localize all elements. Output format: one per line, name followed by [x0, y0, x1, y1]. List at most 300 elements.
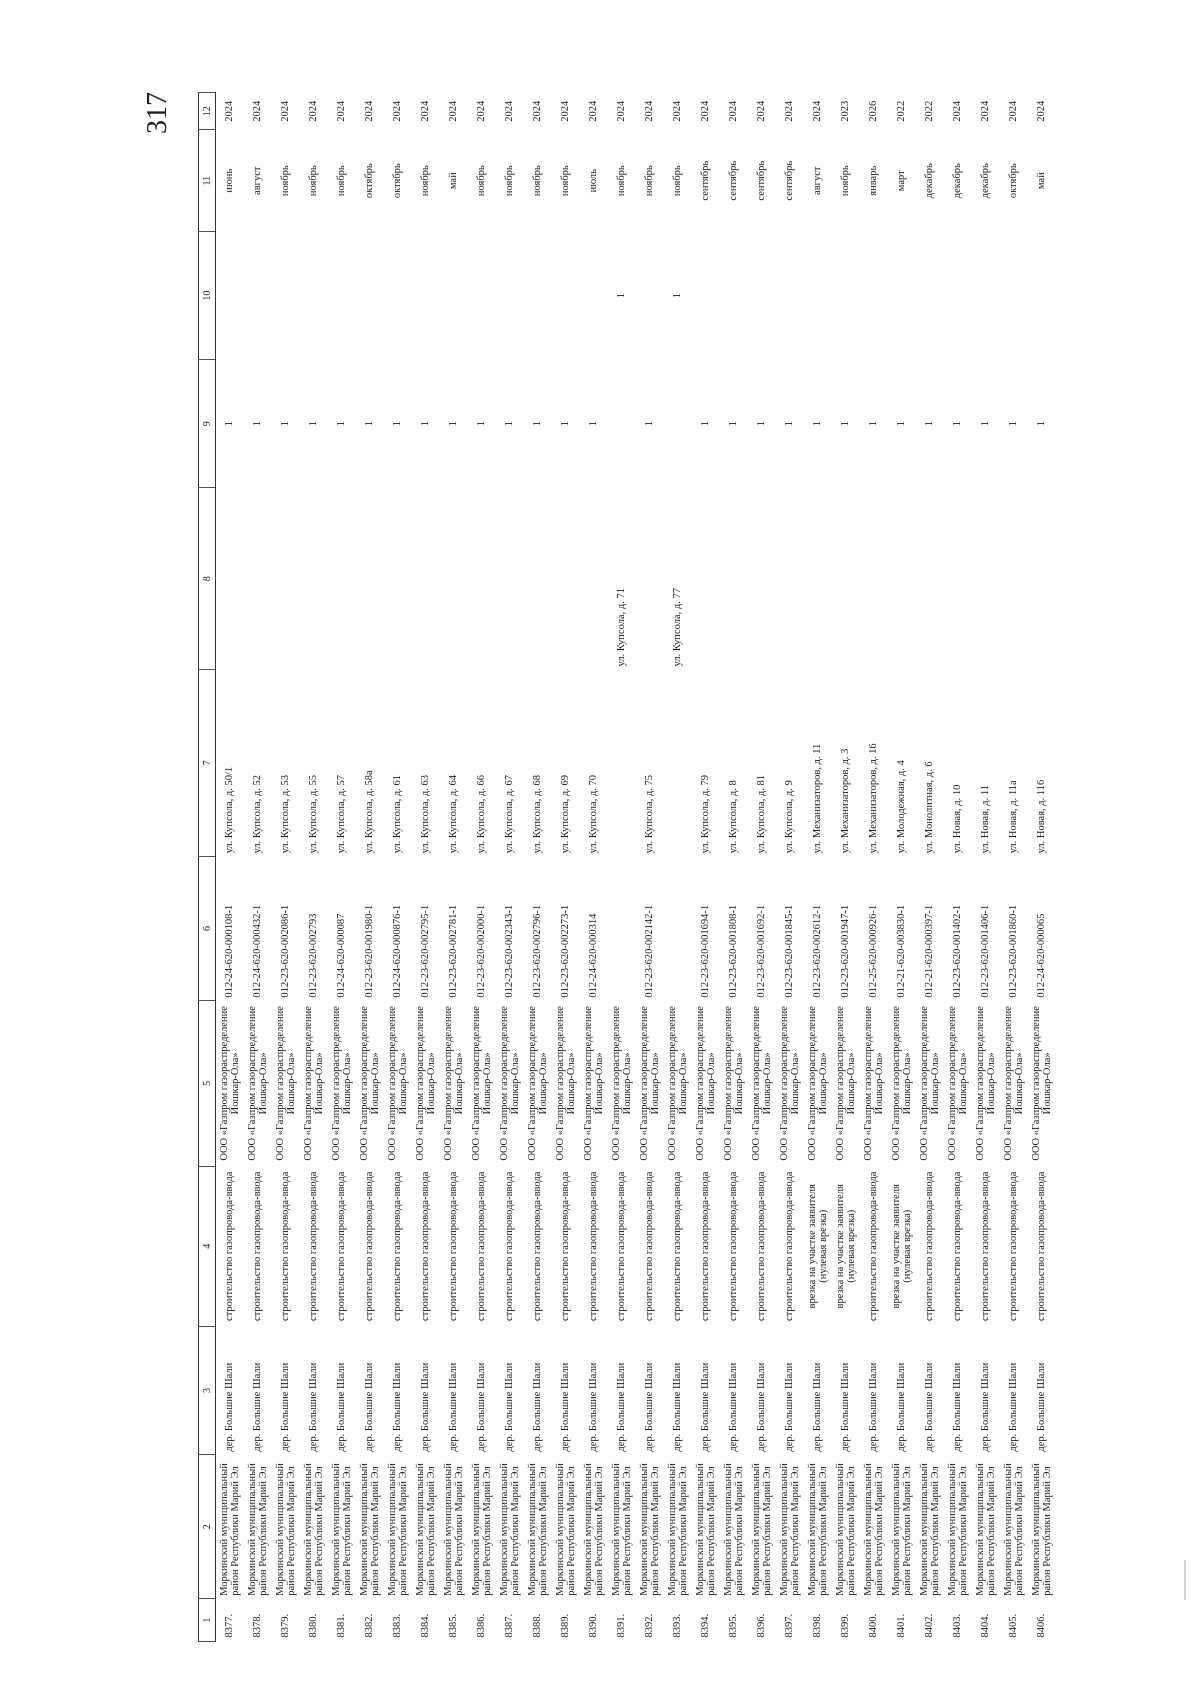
address-cell: ул. Новая, д. 10 [952, 784, 964, 854]
address-alt-cell [412, 488, 440, 670]
month-cell: ноябрь [476, 165, 488, 197]
locality-cell: дер. Большие Шали [532, 1362, 544, 1452]
table-row [888, 93, 916, 1642]
count-col9-cell: 1 [952, 421, 964, 427]
month-cell: сентябрь [784, 160, 796, 201]
organization-cell: ООО «Газпром газораспределение Йошкар-Ола» [386, 1006, 409, 1161]
registry-code-cell: 012-23-620-002000-1 [476, 904, 488, 998]
address-alt-cell [776, 488, 804, 670]
count-col10-cell [692, 231, 720, 359]
count-col10-cell [300, 231, 328, 359]
row-number: 8401. [896, 1613, 908, 1638]
district-cell: Моркинский муниципальный район Республики Марий Эл [722, 1463, 745, 1596]
table-row [552, 93, 580, 1642]
count-col9-cell: 1 [868, 421, 880, 427]
registry-code-cell: 012-23-620-001692-1 [756, 904, 768, 998]
address-cell: ул. Купсола, д. 69 [560, 774, 572, 854]
row-number: 8397. [784, 1613, 796, 1638]
year-cell: 2024 [280, 100, 292, 122]
row-number: 8391. [616, 1613, 628, 1638]
registry-code-cell: 012-23-620-001980-1 [364, 904, 376, 998]
address-alt-cell [1028, 488, 1056, 670]
year-cell: 2022 [896, 100, 908, 122]
work-type-cell: строительство газопровода-ввода [364, 1171, 376, 1321]
count-col10-cell [524, 231, 552, 359]
address-cell: ул. Купсола, д. 57 [336, 774, 348, 854]
row-number: 8400. [868, 1613, 880, 1638]
district-cell: Моркинский муниципальный район Республики Марий Эл [218, 1463, 241, 1596]
organization-cell: ООО «Газпром газораспределение Йошкар-Ола» [722, 1006, 745, 1161]
month-cell: ноябрь [840, 165, 852, 197]
locality-cell: дер. Большие Шали [616, 1362, 628, 1452]
address-alt-cell: ул. Купсола, д. 77 [672, 588, 684, 667]
locality-cell: дер. Большие Шали [952, 1362, 964, 1452]
registry-code-cell: 012-21-620-000397-1 [924, 904, 936, 998]
count-col9-cell: 1 [980, 421, 992, 427]
month-cell: ноябрь [672, 165, 684, 197]
row-number: 8389. [560, 1613, 572, 1638]
row-number: 8393. [672, 1613, 684, 1638]
address-cell: ул. Купсола, д. 68 [532, 774, 544, 854]
table-row [916, 93, 944, 1642]
organization-cell: ООО «Газпром газораспределение Йошкар-Ола» [414, 1006, 437, 1161]
count-col10-cell [496, 231, 524, 359]
district-cell: Моркинский муниципальный район Республики Марий Эл [918, 1463, 941, 1596]
row-number: 8406. [1036, 1613, 1048, 1638]
count-col9-cell [608, 360, 636, 488]
row-number: 8395. [728, 1613, 740, 1638]
locality-cell: дер. Большие Шали [392, 1362, 404, 1452]
month-cell: сентябрь [756, 160, 768, 201]
row-number: 8390. [588, 1613, 600, 1638]
registry-code-cell: 012-23-620-002795-1 [420, 904, 432, 998]
address-cell: ул. Купсола, д. 58а [364, 770, 376, 854]
count-col9-cell: 1 [308, 421, 320, 427]
registry-code-cell: 012-23-620-002781-1 [448, 904, 460, 998]
district-cell: Моркинский муниципальный район Республики Марий Эл [750, 1463, 773, 1596]
year-cell: 2023 [840, 100, 852, 122]
count-col10-cell [972, 231, 1000, 359]
row-number: 8396. [756, 1613, 768, 1638]
year-cell: 2024 [308, 100, 320, 122]
address-cell: ул. Купсола, д. 70 [588, 774, 600, 854]
work-type-cell: строительство газопровода-ввода [616, 1171, 628, 1321]
address-alt-cell [244, 488, 272, 670]
column-header: 10 [199, 231, 216, 359]
work-type-cell: строительство газопровода-ввода [280, 1171, 292, 1321]
locality-cell: дер. Большие Шали [448, 1362, 460, 1452]
organization-cell: ООО «Газпром газораспределение Йошкар-Ола» [1002, 1006, 1025, 1161]
count-col9-cell: 1 [476, 421, 488, 427]
row-number: 8382. [364, 1613, 376, 1638]
locality-cell: дер. Большие Шали [1036, 1362, 1048, 1452]
row-number: 8381. [336, 1613, 348, 1638]
column-header: 12 [199, 93, 216, 130]
organization-cell: ООО «Газпром газораспределение Йошкар-Ола» [358, 1006, 381, 1161]
registry-code-cell: 012-23-620-001845-1 [784, 904, 796, 998]
work-type-cell: строительство газопровода-ввода [728, 1171, 740, 1321]
address-alt-cell [860, 488, 888, 670]
month-cell: сентябрь [700, 160, 712, 201]
address-cell: ул. Купсола, д. 64 [448, 774, 460, 854]
work-type-cell: строительство газопровода-ввода [868, 1171, 880, 1321]
registry-code-cell: 012-23-620-002612-1 [812, 904, 824, 998]
count-col9-cell: 1 [560, 421, 572, 427]
month-cell: ноябрь [420, 165, 432, 197]
district-cell: Моркинский муниципальный район Республики Марий Эл [1030, 1463, 1053, 1596]
registry-table [198, 92, 1056, 1642]
locality-cell: дер. Большие Шали [980, 1362, 992, 1452]
address-cell: ул. Купсола, д. 8 [728, 780, 740, 854]
month-cell: декабрь [924, 163, 936, 199]
count-col10-cell [356, 231, 384, 359]
locality-cell: дер. Большие Шали [336, 1362, 348, 1452]
address-alt-cell [300, 488, 328, 670]
address-cell: ул. Новая, д. 116 [1036, 779, 1048, 854]
district-cell: Моркинский муниципальный район Республики Марий Эл [498, 1463, 521, 1596]
row-number: 8405. [1008, 1613, 1020, 1638]
registry-code-cell: 012-24-620-000314 [588, 913, 600, 998]
organization-cell: ООО «Газпром газораспределение Йошкар-Ола» [302, 1006, 325, 1161]
year-cell: 2024 [560, 100, 572, 122]
year-cell: 2024 [252, 100, 264, 122]
district-cell: Моркинский муниципальный район Республики Марий Эл [834, 1463, 857, 1596]
work-type-cell: строительство газопровода-ввода [672, 1171, 684, 1321]
address-cell [664, 669, 692, 856]
scan-artifact-line [1184, 1560, 1186, 1600]
address-cell: ул. Купсола, д. 66 [476, 774, 488, 854]
month-cell: август [252, 166, 264, 195]
district-cell: Моркинский муниципальный район Республики Марий Эл [330, 1463, 353, 1596]
locality-cell: дер. Большие Шали [868, 1362, 880, 1452]
year-cell: 2024 [700, 100, 712, 122]
registry-code-cell: 012-25-620-000926-1 [868, 904, 880, 998]
table-row [300, 93, 328, 1642]
address-cell: ул. Купсола, д. 50/1 [224, 766, 236, 854]
organization-cell: ООО «Газпром газораспределение Йошкар-Ола» [1030, 1006, 1053, 1161]
month-cell: ноябрь [616, 165, 628, 197]
address-cell: ул. Механизаторов, д. 3 [840, 748, 852, 854]
district-cell: Моркинский муниципальный район Республики Марий Эл [666, 1463, 689, 1596]
column-header: 2 [199, 1455, 216, 1599]
month-cell: октябрь [364, 163, 376, 199]
year-cell: 2026 [868, 100, 880, 122]
count-col10-cell [216, 231, 245, 359]
count-col9-cell: 1 [588, 421, 600, 427]
address-alt-cell [216, 488, 245, 670]
rotated-table-container [198, 92, 1053, 1642]
year-cell: 2024 [672, 100, 684, 122]
year-cell: 2024 [728, 100, 740, 122]
district-cell: Моркинский муниципальный район Республики Марий Эл [638, 1463, 661, 1596]
organization-cell: ООО «Газпром газораспределение Йошкар-Ола» [666, 1006, 689, 1161]
registry-code-cell: 012-23-620-002142-1 [644, 904, 656, 998]
month-cell: июнь [224, 168, 236, 193]
organization-cell: ООО «Газпром газораспределение Йошкар-Ола» [610, 1006, 633, 1161]
table-row [860, 93, 888, 1642]
work-type-cell: строительство газопровода-ввода [924, 1171, 936, 1321]
registry-code-cell: 012-21-620-003830-1 [896, 904, 908, 998]
row-number: 8379. [280, 1613, 292, 1638]
count-col10-cell [776, 231, 804, 359]
address-alt-cell [916, 488, 944, 670]
count-col9-cell: 1 [252, 421, 264, 427]
address-alt-cell [1000, 488, 1028, 670]
count-col9-cell: 1 [812, 421, 824, 427]
count-col9-cell: 1 [756, 421, 768, 427]
table-row [608, 93, 636, 1642]
work-type-cell: строительство газопровода-ввода [392, 1171, 404, 1321]
row-number: 8392. [644, 1613, 656, 1638]
work-type-cell: строительство газопровода-ввода [476, 1171, 488, 1321]
column-header: 6 [199, 856, 216, 1000]
registry-code-cell: 012-23-620-002273-1 [560, 904, 572, 998]
count-col9-cell: 1 [840, 421, 852, 427]
year-cell: 2024 [504, 100, 516, 122]
district-cell: Моркинский муниципальный район Республики Марий Эл [778, 1463, 801, 1596]
month-cell: ноябрь [504, 165, 516, 197]
count-col9-cell: 1 [336, 421, 348, 427]
table-row [748, 93, 776, 1642]
count-col10-cell [944, 231, 972, 359]
year-cell: 2024 [952, 100, 964, 122]
count-col9-cell: 1 [504, 421, 516, 427]
locality-cell: дер. Большие Шали [784, 1362, 796, 1452]
locality-cell: дер. Большие Шали [252, 1362, 264, 1452]
month-cell: сентябрь [728, 160, 740, 201]
address-alt-cell [972, 488, 1000, 670]
row-number: 8394. [700, 1613, 712, 1638]
organization-cell: ООО «Газпром газораспределение Йошкар-Ола» [918, 1006, 941, 1161]
address-cell: ул. Механизаторов, д. 16 [868, 743, 880, 854]
table-row [384, 93, 412, 1642]
address-alt-cell [692, 488, 720, 670]
address-alt-cell [384, 488, 412, 670]
count-col9-cell: 1 [924, 421, 936, 427]
year-cell: 2024 [616, 100, 628, 122]
registry-code-cell: 012-24-620-000108-1 [224, 904, 236, 998]
locality-cell: дер. Большие Шали [756, 1362, 768, 1452]
year-cell: 2024 [812, 100, 824, 122]
organization-cell: ООО «Газпром газораспределение Йошкар-Ола» [246, 1006, 269, 1161]
row-number: 8377. [224, 1613, 236, 1638]
work-type-cell: врезка на участке заявителя (нулевая врезка) [834, 1184, 857, 1309]
address-alt-cell [468, 488, 496, 670]
work-type-cell: строительство газопровода-ввода [700, 1171, 712, 1321]
table-row [664, 93, 692, 1642]
registry-code-cell: 012-24-620-000876-1 [392, 904, 404, 998]
work-type-cell: строительство газопровода-ввода [504, 1171, 516, 1321]
registry-code-cell: 012-23-620-002343-1 [504, 904, 516, 998]
organization-cell: ООО «Газпром газораспределение Йошкар-Ола» [778, 1006, 801, 1161]
district-cell: Моркинский муниципальный район Республики Марий Эл [246, 1463, 269, 1596]
row-number: 8399. [840, 1613, 852, 1638]
locality-cell: дер. Большие Шали [896, 1362, 908, 1452]
registry-code-cell: 012-23-620-001808-1 [728, 904, 740, 998]
organization-cell: ООО «Газпром газораспределение Йошкар-Ола» [554, 1006, 577, 1161]
count-col10-cell [804, 231, 832, 359]
count-col9-cell: 1 [280, 421, 292, 427]
month-cell: октябрь [392, 163, 404, 199]
row-number: 8385. [448, 1613, 460, 1638]
row-number: 8398. [812, 1613, 824, 1638]
table-row [692, 93, 720, 1642]
organization-cell: ООО «Газпром газораспределение Йошкар-Ола» [974, 1006, 997, 1161]
month-cell: январь [868, 165, 880, 196]
organization-cell: ООО «Газпром газораспределение Йошкар-Ола» [834, 1006, 857, 1161]
row-number: 8403. [952, 1613, 964, 1638]
registry-code-cell [664, 856, 692, 1000]
district-cell: Моркинский муниципальный район Республики Марий Эл [694, 1463, 717, 1596]
table-row [636, 93, 664, 1642]
month-cell: ноябрь [532, 165, 544, 197]
table-row [244, 93, 272, 1642]
district-cell: Моркинский муниципальный район Республики Марий Эл [302, 1463, 325, 1596]
registry-code-cell: 012-23-620-001402-1 [952, 904, 964, 998]
count-col10-cell [552, 231, 580, 359]
table-row [720, 93, 748, 1642]
table-row [496, 93, 524, 1642]
table-row [440, 93, 468, 1642]
row-number: 8387. [504, 1613, 516, 1638]
year-cell: 2024 [1036, 100, 1048, 122]
year-cell: 2024 [756, 100, 768, 122]
month-cell: июль [588, 169, 600, 193]
organization-cell: ООО «Газпром газораспределение Йошкар-Ола» [442, 1006, 465, 1161]
district-cell: Моркинский муниципальный район Республики Марий Эл [470, 1463, 493, 1596]
district-cell: Моркинский муниципальный район Республики Марий Эл [274, 1463, 297, 1596]
work-type-cell: строительство газопровода-ввода [420, 1171, 432, 1321]
row-number: 8404. [980, 1613, 992, 1638]
count-col9-cell: 1 [364, 421, 376, 427]
work-type-cell: строительство газопровода-ввода [1036, 1171, 1048, 1321]
year-cell: 2024 [644, 100, 656, 122]
work-type-cell: строительство газопровода-ввода [1008, 1171, 1020, 1321]
address-cell: ул. Молодежная, д. 4 [896, 760, 908, 854]
count-col9-cell: 1 [644, 421, 656, 427]
year-cell: 2024 [336, 100, 348, 122]
column-header: 1 [199, 1599, 216, 1642]
address-cell: ул. Купсола, д. 55 [308, 774, 320, 854]
registry-code-cell [608, 856, 636, 1000]
work-type-cell: строительство газопровода-ввода [588, 1171, 600, 1321]
registry-code-cell: 012-23-620-001947-1 [840, 904, 852, 998]
district-cell: Моркинский муниципальный район Республики Марий Эл [806, 1463, 829, 1596]
month-cell: декабрь [952, 163, 964, 199]
registry-code-cell: 012-24-620-000432-1 [252, 904, 264, 998]
month-cell: август [812, 166, 824, 195]
count-col9-cell: 1 [392, 421, 404, 427]
address-alt-cell: ул. Купсола, д. 71 [616, 588, 628, 667]
registry-code-cell: 012-23-620-002796-1 [532, 904, 544, 998]
table-row [1028, 93, 1056, 1642]
year-cell: 2024 [588, 100, 600, 122]
address-alt-cell [720, 488, 748, 670]
table-row [412, 93, 440, 1642]
address-alt-cell [496, 488, 524, 670]
work-type-cell: строительство газопровода-ввода [532, 1171, 544, 1321]
count-col10-cell: 1 [672, 292, 684, 299]
row-number: 8384. [420, 1613, 432, 1638]
year-cell: 2024 [420, 100, 432, 122]
address-cell [608, 669, 636, 856]
work-type-cell: врезка на участке заявителя (нулевая врезка) [806, 1184, 829, 1309]
address-cell: ул. Купсола, д. 63 [420, 774, 432, 854]
year-cell: 2024 [224, 100, 236, 122]
address-alt-cell [804, 488, 832, 670]
count-col10-cell [412, 231, 440, 359]
year-cell: 2022 [924, 100, 936, 122]
address-alt-cell [580, 488, 608, 670]
count-col10-cell [580, 231, 608, 359]
count-col10-cell [440, 231, 468, 359]
month-cell: май [448, 172, 460, 190]
count-col10-cell [1028, 231, 1056, 359]
work-type-cell: строительство газопровода-ввода [756, 1171, 768, 1321]
address-cell: ул. Купсола, д. 75 [644, 774, 656, 854]
district-cell: Моркинский муниципальный район Республики Марий Эл [946, 1463, 969, 1596]
count-col10-cell [888, 231, 916, 359]
column-header: 4 [199, 1166, 216, 1326]
month-cell: ноябрь [560, 165, 572, 197]
count-col10-cell: 1 [616, 292, 628, 299]
address-alt-cell [636, 488, 664, 670]
district-cell: Моркинский муниципальный район Республики Марий Эл [610, 1463, 633, 1596]
count-col10-cell [720, 231, 748, 359]
address-alt-cell [832, 488, 860, 670]
row-number: 8380. [308, 1613, 320, 1638]
organization-cell: ООО «Газпром газораспределение Йошкар-Ола» [946, 1006, 969, 1161]
year-cell: 2024 [364, 100, 376, 122]
count-col9-cell: 1 [1036, 421, 1048, 427]
column-header: 9 [199, 360, 216, 488]
row-number: 8386. [476, 1613, 488, 1638]
column-header: 8 [199, 488, 216, 670]
month-cell: март [896, 170, 908, 192]
header-row [199, 93, 216, 1642]
address-cell: ул. Купсола, д. 79 [700, 774, 712, 854]
table-row [356, 93, 384, 1642]
count-col9-cell: 1 [224, 421, 236, 427]
table-row [328, 93, 356, 1642]
count-col9-cell: 1 [896, 421, 908, 427]
district-cell: Моркинский муниципальный район Республики Марий Эл [974, 1463, 997, 1596]
count-col10-cell [748, 231, 776, 359]
count-col9-cell: 1 [532, 421, 544, 427]
locality-cell: дер. Большие Шали [924, 1362, 936, 1452]
count-col10-cell [384, 231, 412, 359]
district-cell: Моркинский муниципальный район Республики Марий Эл [414, 1463, 437, 1596]
address-alt-cell [328, 488, 356, 670]
organization-cell: ООО «Газпром газораспределение Йошкар-Ола» [806, 1006, 829, 1161]
count-col9-cell [664, 360, 692, 488]
district-cell: Моркинский муниципальный район Республики Марий Эл [442, 1463, 465, 1596]
year-cell: 2024 [532, 100, 544, 122]
address-alt-cell [356, 488, 384, 670]
locality-cell: дер. Большие Шали [560, 1362, 572, 1452]
district-cell: Моркинский муниципальный район Республики Марий Эл [358, 1463, 381, 1596]
address-cell: ул. Купсола, д. 67 [504, 774, 516, 854]
organization-cell: ООО «Газпром газораспределение Йошкар-Ола» [582, 1006, 605, 1161]
locality-cell: дер. Большие Шали [308, 1362, 320, 1452]
registry-code-cell: 012-24-620-000087 [336, 913, 348, 998]
table-row [832, 93, 860, 1642]
count-col9-cell: 1 [700, 421, 712, 427]
table-row [580, 93, 608, 1642]
organization-cell: ООО «Газпром газораспределение Йошкар-Ола» [470, 1006, 493, 1161]
month-cell: ноябрь [308, 165, 320, 197]
address-alt-cell [944, 488, 972, 670]
